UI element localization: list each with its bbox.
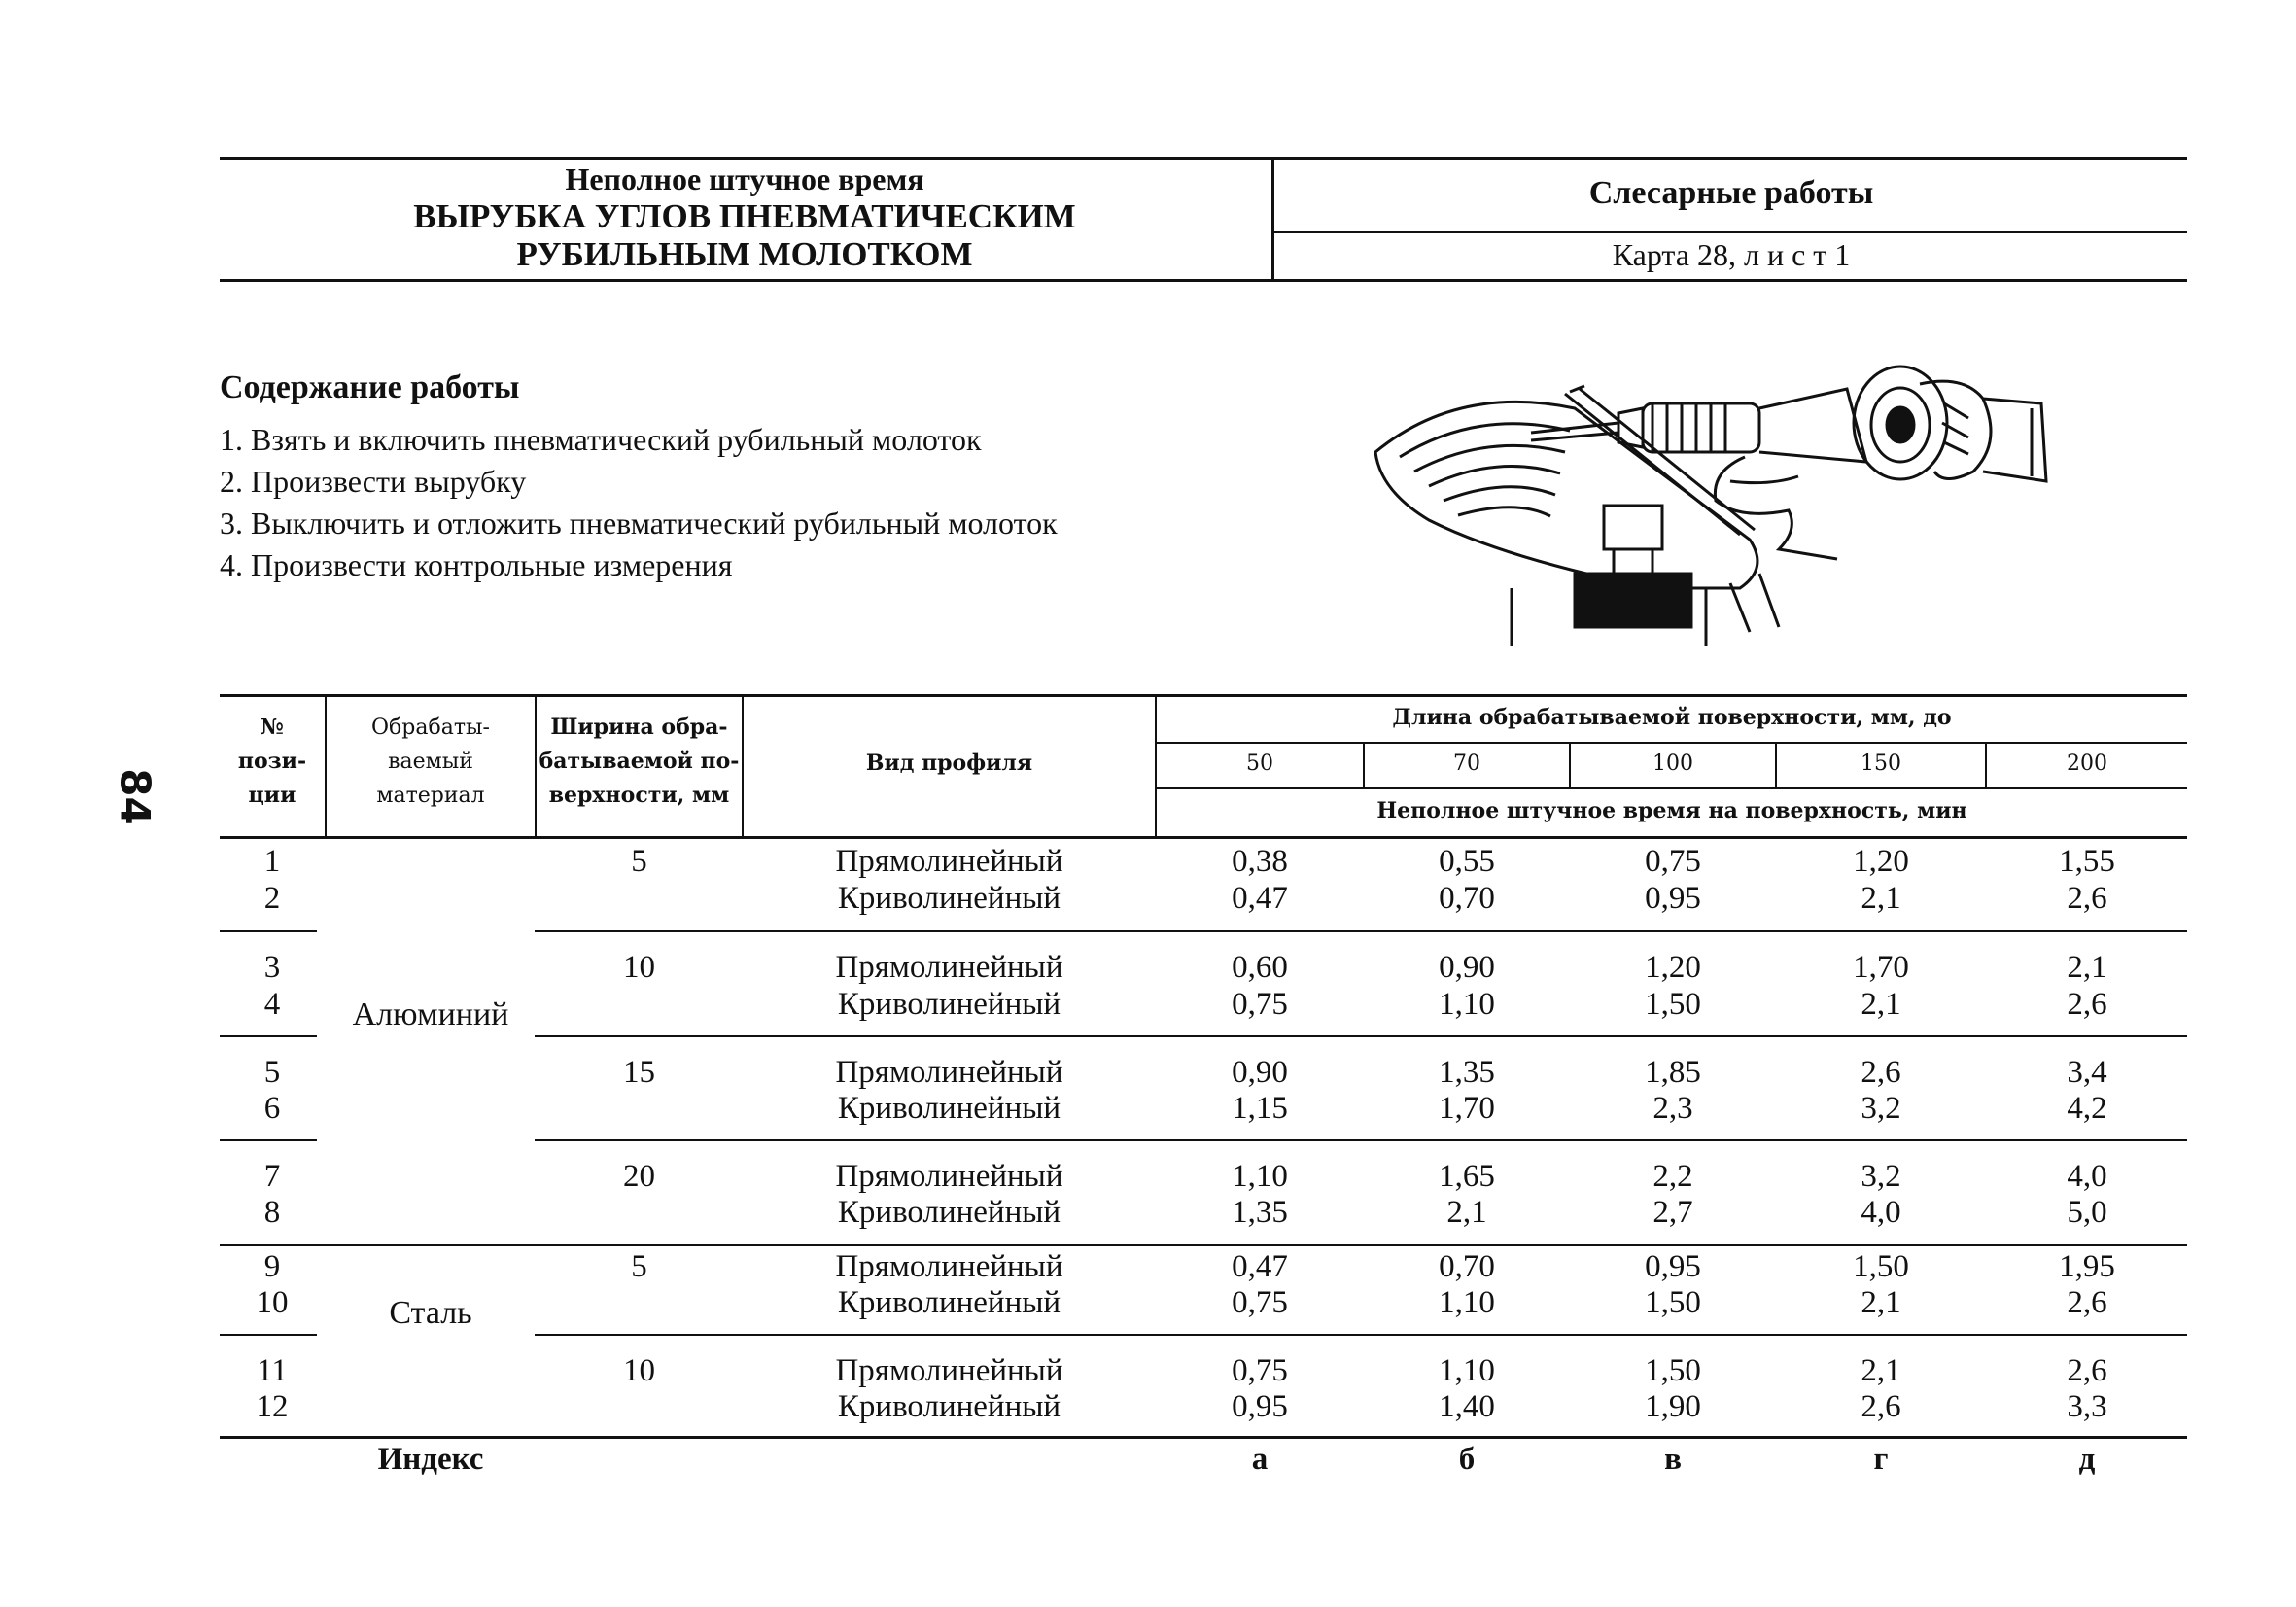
row-5-num: 5 [263,1055,281,1090]
row-8-value-100: 2,7 [1652,1195,1693,1230]
row-1-profile: Прямолинейный [835,844,1063,879]
pneumatic-chisel-hammer-illustration [1361,365,2051,646]
row-6-value-100: 2,3 [1652,1091,1693,1126]
row-11-value-70: 1,10 [1439,1353,1495,1388]
row-10-value-200: 2,6 [2067,1285,2107,1320]
header-right-mid-rule [1274,231,2187,233]
row-2-profile: Криволинейный [837,881,1061,916]
row-9-value-100: 0,95 [1645,1249,1701,1284]
step-4: 4. Произвести контрольные измерения [220,547,733,582]
row-5-value-50: 0,90 [1232,1055,1288,1090]
row-4-value-70: 1,10 [1439,987,1495,1022]
row-8-value-200: 5,0 [2067,1195,2107,1230]
row-12-value-200: 3,3 [2067,1389,2107,1424]
row-10-value-150: 2,1 [1861,1285,1901,1320]
group-rule-1b [535,930,2187,932]
row-1-num: 1 [263,844,281,879]
step-3: 3. Выключить и отложить пневматический рубильный молоток [220,506,1058,541]
header-material-3: материал [376,784,485,808]
index-label: Индекс [377,1442,484,1477]
material-separator-rule [220,1244,2187,1246]
row-3-value-200: 2,1 [2067,950,2107,985]
header-divider [1271,157,1274,281]
group-rule-2b [535,1035,2187,1037]
row-8-num: 8 [263,1195,281,1230]
row-10-profile: Криволинейный [837,1285,1061,1320]
header-length-200: 200 [2067,751,2107,776]
row-12-num: 12 [256,1389,289,1424]
row-4-value-150: 2,1 [1861,987,1901,1022]
row-3-width: 10 [623,950,655,985]
row-5-value-70: 1,35 [1439,1055,1495,1090]
content-title: Содержание работы [220,369,520,405]
header-card: Карта 28, л и с т 1 [1612,237,1851,272]
row-6-profile: Криволинейный [837,1091,1061,1126]
row-12-value-50: 0,95 [1232,1389,1288,1424]
header-num-3: ции [248,783,296,808]
row-4-value-100: 1,50 [1645,987,1701,1022]
index-d: д [2078,1442,2096,1477]
header-subtitle: Неполное штучное время [565,161,924,196]
row-4-num: 4 [263,987,281,1022]
row-7-value-70: 1,65 [1439,1159,1495,1194]
row-11-value-200: 2,6 [2067,1353,2107,1388]
row-9-profile: Прямолинейный [835,1249,1063,1284]
group-rule-2 [220,1035,317,1037]
row-7-value-200: 4,0 [2067,1159,2107,1194]
table-bottom-rule [220,1436,2187,1439]
header-width-2: батываемой по- [539,749,740,774]
row-2-value-150: 2,1 [1861,881,1901,916]
header-profile: Вид профиля [865,751,1033,776]
row-1-value-70: 0,55 [1439,844,1495,879]
header-material-2: ваемый [388,750,473,774]
row-12-profile: Криволинейный [837,1389,1061,1424]
row-3-value-150: 1,70 [1853,950,1909,985]
row-8-value-70: 2,1 [1446,1195,1487,1230]
row-2-num: 2 [263,881,281,916]
header-num-1: № [261,715,284,740]
header-time: Неполное штучное время на поверхность, мин [1376,798,1967,823]
row-11-value-150: 2,1 [1861,1353,1901,1388]
page-number: 84 [111,768,159,825]
row-12-value-100: 1,90 [1645,1389,1701,1424]
row-11-value-50: 0,75 [1232,1353,1288,1388]
row-3-num: 3 [263,950,281,985]
row-10-num: 10 [256,1285,289,1320]
row-3-value-100: 1,20 [1645,950,1701,985]
row-3-value-50: 0,60 [1232,950,1288,985]
row-7-value-150: 3,2 [1861,1159,1901,1194]
row-2-value-100: 0,95 [1645,881,1701,916]
index-a: а [1251,1442,1269,1477]
row-2-value-200: 2,6 [2067,881,2107,916]
row-8-value-150: 4,0 [1861,1195,1901,1230]
row-7-value-50: 1,10 [1232,1159,1288,1194]
row-8-profile: Криволинейный [837,1195,1061,1230]
group-rule-5b [535,1334,2187,1336]
row-12-value-150: 2,6 [1861,1389,1901,1424]
row-6-num: 6 [263,1091,281,1126]
lengths-header-rule [1157,787,2187,789]
material-steel: Сталь [389,1295,472,1331]
row-1-value-100: 0,75 [1645,844,1701,879]
length-header-rule [1157,742,2187,744]
row-5-width: 15 [623,1055,655,1090]
row-7-num: 7 [263,1159,281,1194]
row-9-num: 9 [263,1249,281,1284]
row-6-value-50: 1,15 [1232,1091,1288,1126]
row-7-profile: Прямолинейный [835,1159,1063,1194]
row-11-width: 10 [623,1353,655,1388]
header-length-100: 100 [1652,751,1693,776]
row-7-width: 20 [623,1159,655,1194]
row-3-value-70: 0,90 [1439,950,1495,985]
row-9-value-70: 0,70 [1439,1249,1495,1284]
row-12-value-70: 1,40 [1439,1389,1495,1424]
row-5-value-200: 3,4 [2067,1055,2107,1090]
row-9-value-50: 0,47 [1232,1249,1288,1284]
row-11-profile: Прямолинейный [835,1353,1063,1388]
row-11-num: 11 [257,1353,288,1388]
row-1-value-150: 1,20 [1853,844,1909,879]
row-3-profile: Прямолинейный [835,950,1063,985]
row-4-value-200: 2,6 [2067,987,2107,1022]
row-2-value-50: 0,47 [1232,881,1288,916]
group-rule-3 [220,1139,317,1141]
row-10-value-70: 1,10 [1439,1285,1495,1320]
row-5-profile: Прямолинейный [835,1055,1063,1090]
header-title-line1: ВЫРУБКА УГЛОВ ПНЕВМАТИЧЕСКИМ [413,197,1076,235]
index-b: б [1458,1442,1476,1477]
row-11-value-100: 1,50 [1645,1353,1701,1388]
row-2-value-70: 0,70 [1439,881,1495,916]
header-title-line2: РУБИЛЬНЫМ МОЛОТКОМ [516,235,973,273]
header-length-50: 50 [1246,751,1273,776]
header-top-rule [220,157,2187,160]
group-rule-1 [220,930,317,932]
header-num-2: пози- [237,749,307,774]
row-6-value-150: 3,2 [1861,1091,1901,1126]
material-aluminium: Алюминий [352,996,509,1032]
row-7-value-100: 2,2 [1652,1159,1693,1194]
row-4-profile: Криволинейный [837,987,1061,1022]
header-bottom-rule [220,279,2187,282]
group-rule-3b [535,1139,2187,1141]
header-length-70: 70 [1453,751,1480,776]
table-header-bottom-rule [220,836,2187,839]
row-1-value-200: 1,55 [2059,844,2115,879]
row-5-value-150: 2,6 [1861,1055,1901,1090]
row-10-value-50: 0,75 [1232,1285,1288,1320]
step-1: 1. Взять и включить пневматический рубильный молоток [220,422,982,457]
index-v: в [1664,1442,1682,1477]
header-width-1: Ширина обра- [550,715,728,740]
table-top-rule [220,694,2187,697]
row-9-value-150: 1,50 [1853,1249,1909,1284]
row-6-value-200: 4,2 [2067,1091,2107,1126]
row-10-value-100: 1,50 [1645,1285,1701,1320]
header-section: Слесарные работы [1588,175,1874,211]
row-9-width: 5 [631,1249,647,1284]
index-g: г [1873,1442,1889,1477]
header-length: Длина обрабатываемой поверхности, мм, до [1392,705,1952,730]
row-1-value-50: 0,38 [1232,844,1288,879]
group-rule-5 [220,1334,317,1336]
header-length-150: 150 [1861,751,1901,776]
row-6-value-70: 1,70 [1439,1091,1495,1126]
row-9-value-200: 1,95 [2059,1249,2115,1284]
row-8-value-50: 1,35 [1232,1195,1288,1230]
step-2: 2. Произвести вырубку [220,464,527,499]
row-4-value-50: 0,75 [1232,987,1288,1022]
header-material-1: Обрабаты- [371,716,490,740]
header-width-3: верхности, мм [548,783,730,808]
row-5-value-100: 1,85 [1645,1055,1701,1090]
row-1-width: 5 [631,844,647,879]
